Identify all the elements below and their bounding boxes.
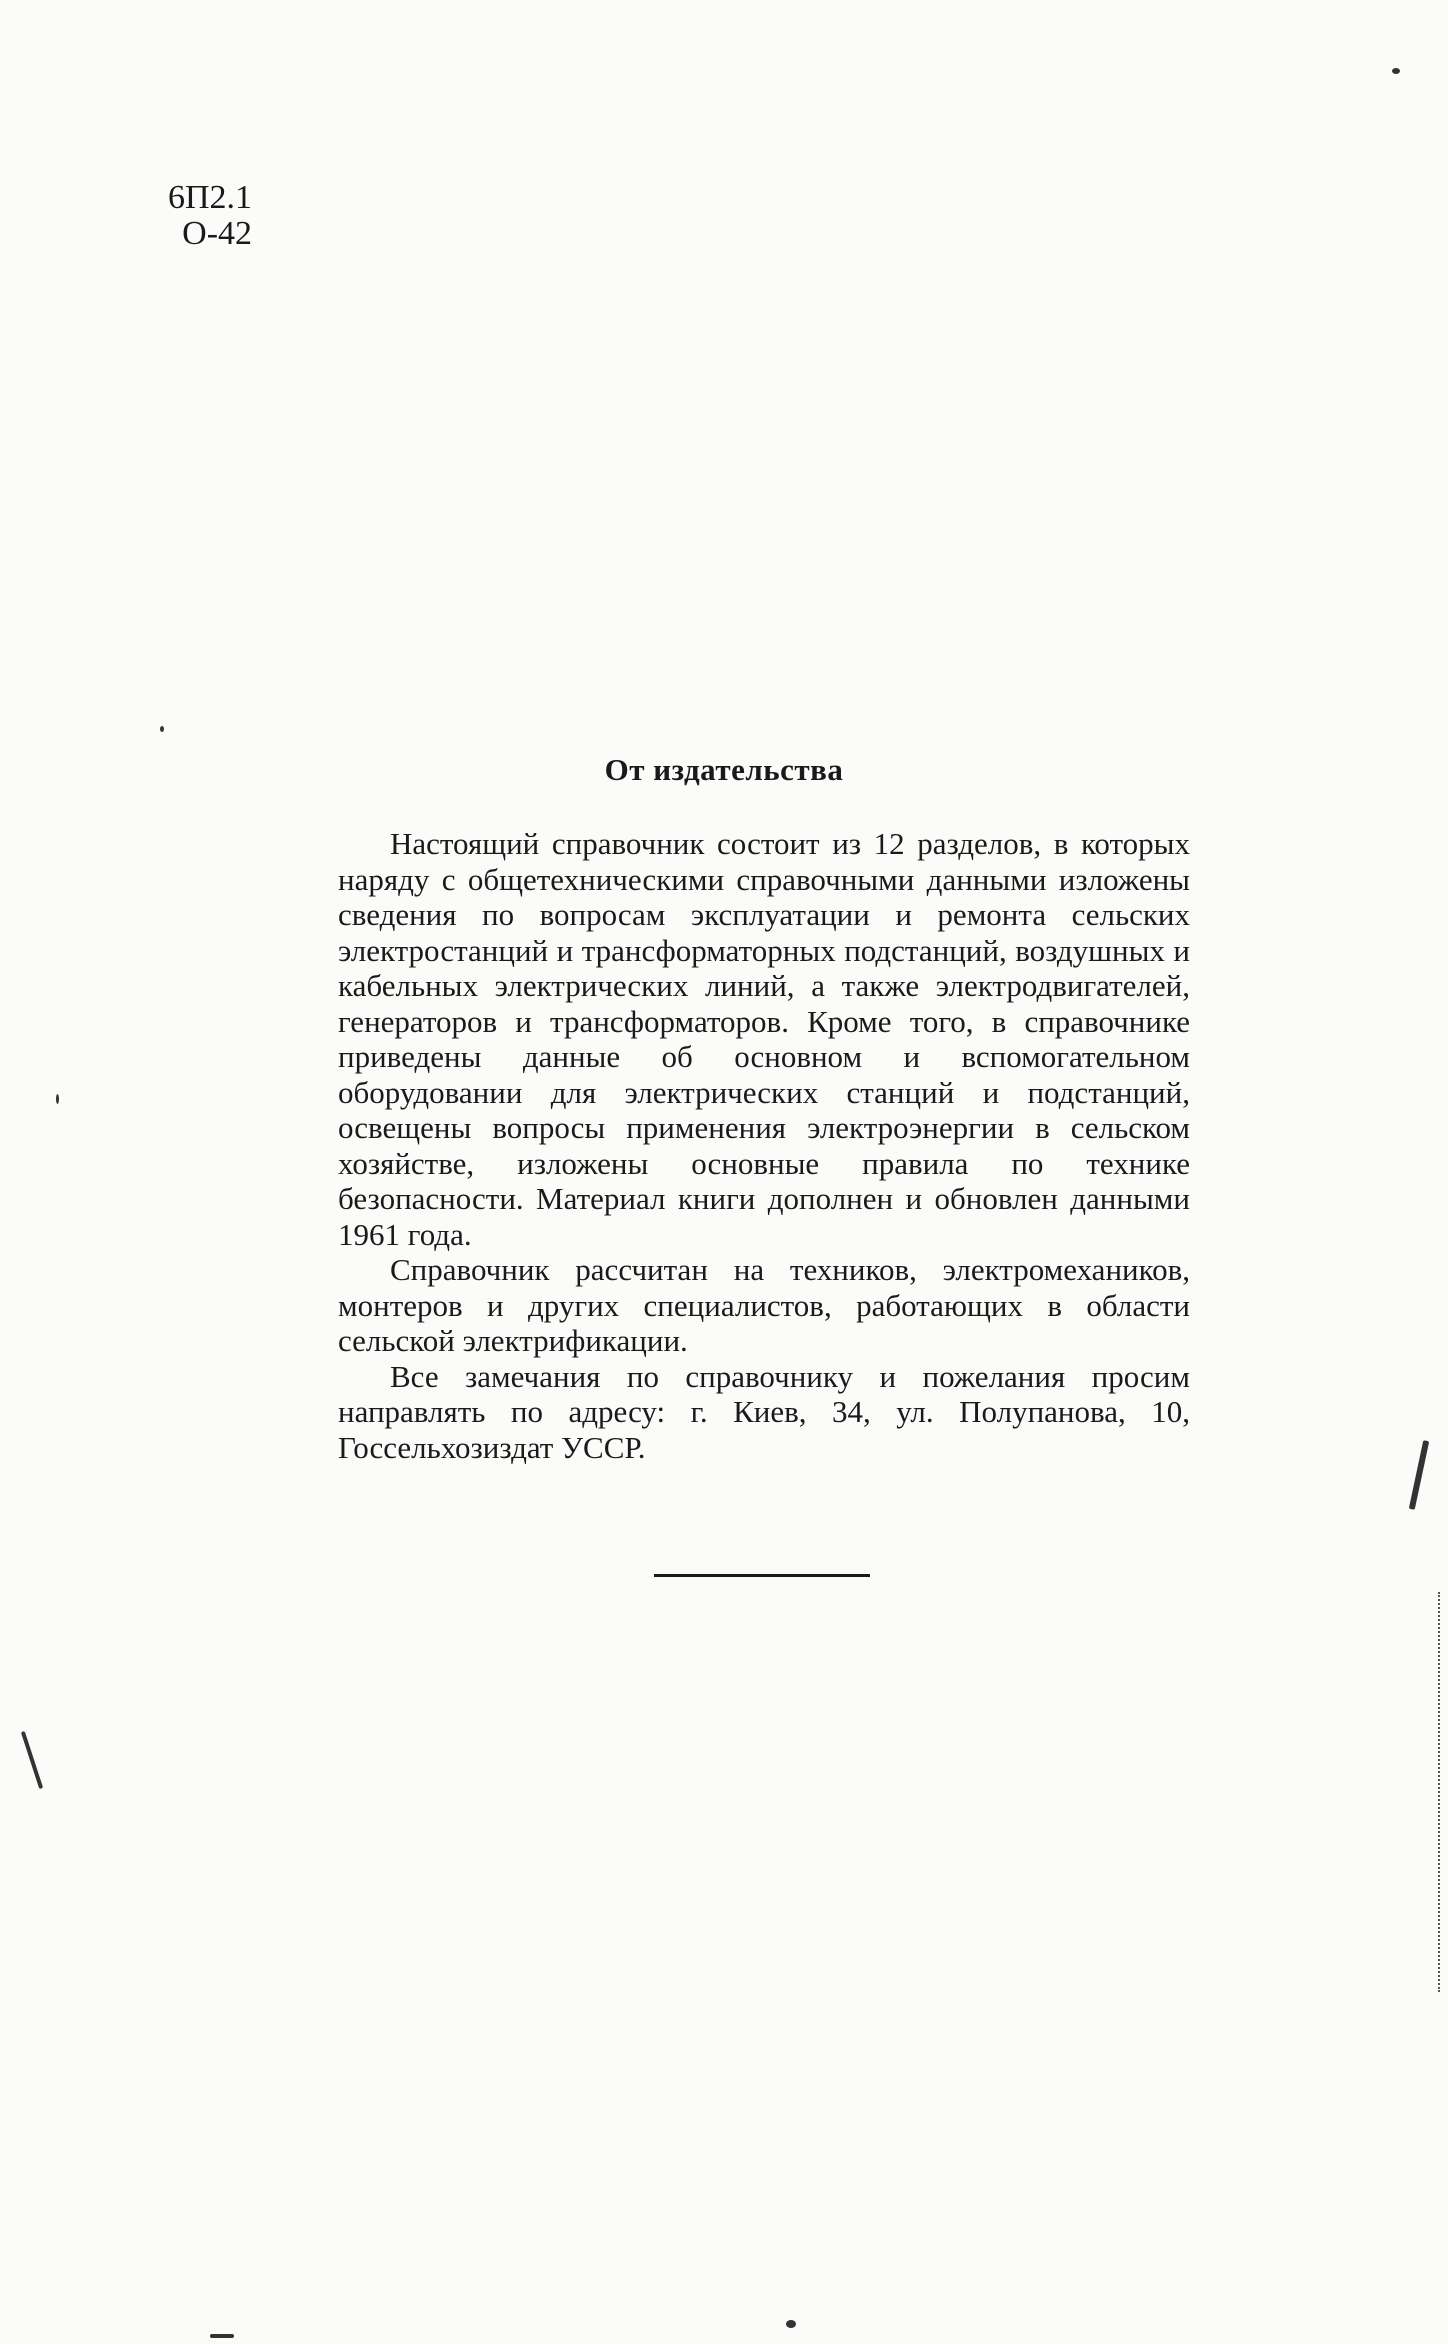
paragraph-1: Настоящий справочник состоит из 12 разделов, в которых наряду с общетехническими справочными данными изложены сведения по вопросам эксплуатации и ремонта сельских электростанций и трансформаторных подстанций, воздушных и кабельных электрических линий, а также электродвигателей, генераторов и трансформаторов. Кроме того, в справочнике приведены данные об основном и вспомогательном оборудовании для электрических станций и подстанций, освещены вопросы применения электроэнергии в сельском хозяйстве, изложены основные правила по технике безопасности. Материал книги дополнен и обновлен данными 1961 года. (338, 826, 1190, 1252)
page-heading: От издательства (604, 752, 844, 787)
scan-speck (1392, 68, 1400, 74)
scan-speck (786, 2320, 796, 2328)
scan-speck (21, 1731, 43, 1789)
scan-speck (160, 726, 164, 732)
scan-speck (56, 1094, 59, 1104)
paragraph-2: Справочник рассчитан на техников, электромехаников, монтеров и других специалистов, работающих в области сельской электрификации. (338, 1252, 1190, 1358)
paragraph-3: Все замечания по справочнику и пожелания просим направлять по адресу: г. Киев, 34, ул. Полупанова, 10, Госсельхозиздат УССР. (338, 1358, 1190, 1465)
scan-edge-mark (1438, 1592, 1446, 1992)
classification-code (168, 180, 252, 252)
scan-speck (210, 2334, 234, 2338)
publisher-note (338, 826, 1190, 1465)
scan-speck (1409, 1440, 1429, 1510)
classification-line-1: 6П2.1 (168, 179, 253, 216)
horizontal-rule (654, 1574, 870, 1577)
classification-line-2: О-42 (182, 215, 253, 252)
